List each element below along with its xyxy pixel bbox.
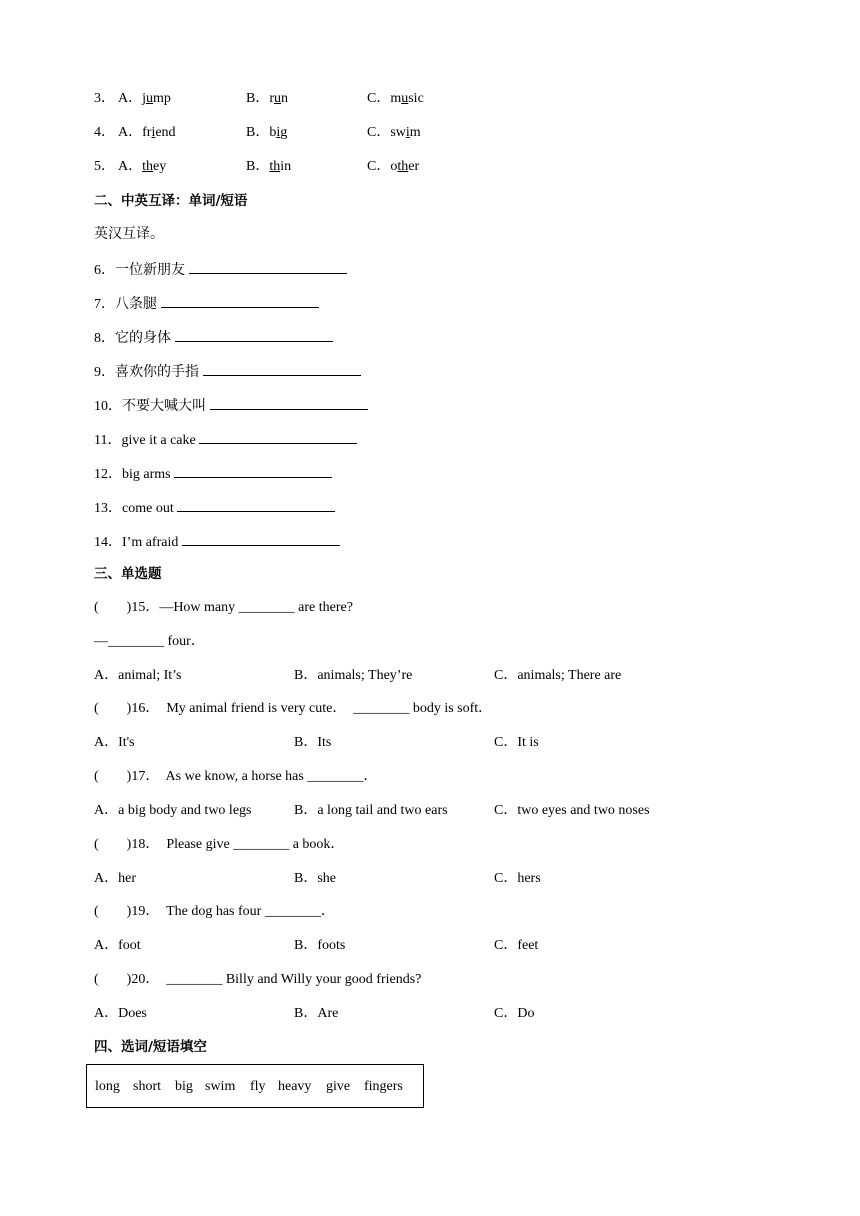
translation-item-11: 11．give it a cake — [94, 429, 357, 451]
translation-item-7: 7．八条腿 — [94, 293, 319, 315]
option-a: A．they — [118, 159, 167, 174]
word-bank-item: short — [133, 1079, 161, 1094]
option-a[interactable]: A．animal; It’s — [94, 668, 182, 683]
section-heading-translation: 二、中英互译：单词/短语 — [94, 193, 248, 209]
word-bank-item: long — [95, 1079, 120, 1094]
translation-item-6: 6．一位新朋友 — [94, 259, 347, 281]
word-bank-item: swim — [205, 1079, 236, 1094]
option-c[interactable]: C．two eyes and two noses — [494, 803, 650, 818]
section-heading-multiple-choice: 三、单选题 — [94, 566, 162, 582]
translation-item-10: 10．不要大喊大叫 — [94, 395, 368, 417]
option-a[interactable]: A．a big body and two legs — [94, 803, 252, 818]
answer-blank[interactable] — [210, 395, 368, 410]
word-bank-item: heavy — [278, 1079, 312, 1094]
option-b: B．run — [246, 91, 289, 106]
question-number: 4． — [94, 125, 115, 140]
question-number: 3． — [94, 91, 115, 106]
option-c: C．music — [367, 91, 424, 106]
word-bank-item: give — [326, 1079, 351, 1094]
option-b[interactable]: B．Its — [294, 735, 332, 750]
option-b[interactable]: B．a long tail and two ears — [294, 803, 448, 818]
option-c[interactable]: C．Do — [494, 1006, 535, 1021]
option-c[interactable]: C．animals; There are — [494, 668, 622, 683]
question-stem: ( )15．—How many ________ are there? — [94, 600, 353, 615]
option-b[interactable]: B．foots — [294, 938, 346, 953]
answer-blank[interactable] — [174, 463, 332, 478]
option-c[interactable]: C．feet — [494, 938, 539, 953]
question-stem: ( )19． The dog has four ________． — [94, 904, 335, 919]
option-b[interactable]: B．she — [294, 871, 336, 886]
translation-item-8: 8．它的身体 — [94, 327, 333, 349]
option-c: C．swim — [367, 125, 421, 140]
option-b[interactable]: B．Are — [294, 1006, 339, 1021]
option-a: A．jump — [118, 91, 171, 106]
answer-blank[interactable] — [199, 429, 357, 444]
answer-blank[interactable] — [177, 497, 335, 512]
option-a: A．friend — [118, 125, 176, 140]
section-instruction: 英汉互译。 — [94, 227, 164, 242]
option-a[interactable]: A．foot — [94, 938, 141, 953]
question-stem: ( )18． Please give ________ a book． — [94, 837, 345, 852]
word-bank-item: fingers — [364, 1079, 403, 1094]
answer-blank[interactable] — [175, 327, 333, 342]
question-stem: ( )20． ________ Billy and Willy your good friends? — [94, 972, 422, 987]
translation-item-14: 14．I’m afraid — [94, 531, 340, 553]
answer-blank[interactable] — [203, 361, 361, 376]
option-c: C．other — [367, 159, 420, 174]
option-c[interactable]: C．It is — [494, 735, 539, 750]
option-a[interactable]: A．her — [94, 871, 136, 886]
translation-item-13: 13．come out — [94, 497, 335, 519]
question-stem-continued: —________ four． — [94, 634, 205, 649]
answer-blank[interactable] — [182, 531, 340, 546]
answer-blank[interactable] — [189, 259, 347, 274]
translation-item-9: 9．喜欢你的手指 — [94, 361, 361, 383]
option-b: B．big — [246, 125, 288, 140]
word-bank-box — [86, 1064, 424, 1108]
option-a[interactable]: A．It's — [94, 735, 135, 750]
option-c[interactable]: C．hers — [494, 871, 541, 886]
word-bank-item: big — [175, 1079, 193, 1094]
question-stem: ( )16． My animal friend is very cute． ________ body is soft． — [94, 701, 493, 716]
word-bank-item: fly — [250, 1079, 266, 1094]
answer-blank[interactable] — [161, 293, 319, 308]
section-heading-word-fill: 四、选词/短语填空 — [94, 1039, 207, 1055]
option-a[interactable]: A．Does — [94, 1006, 147, 1021]
question-stem: ( )17． As we know, a horse has ________． — [94, 769, 378, 784]
option-b: B．thin — [246, 159, 292, 174]
translation-item-12: 12．big arms — [94, 463, 332, 485]
question-number: 5． — [94, 159, 115, 174]
option-b[interactable]: B．animals; They’re — [294, 668, 413, 683]
